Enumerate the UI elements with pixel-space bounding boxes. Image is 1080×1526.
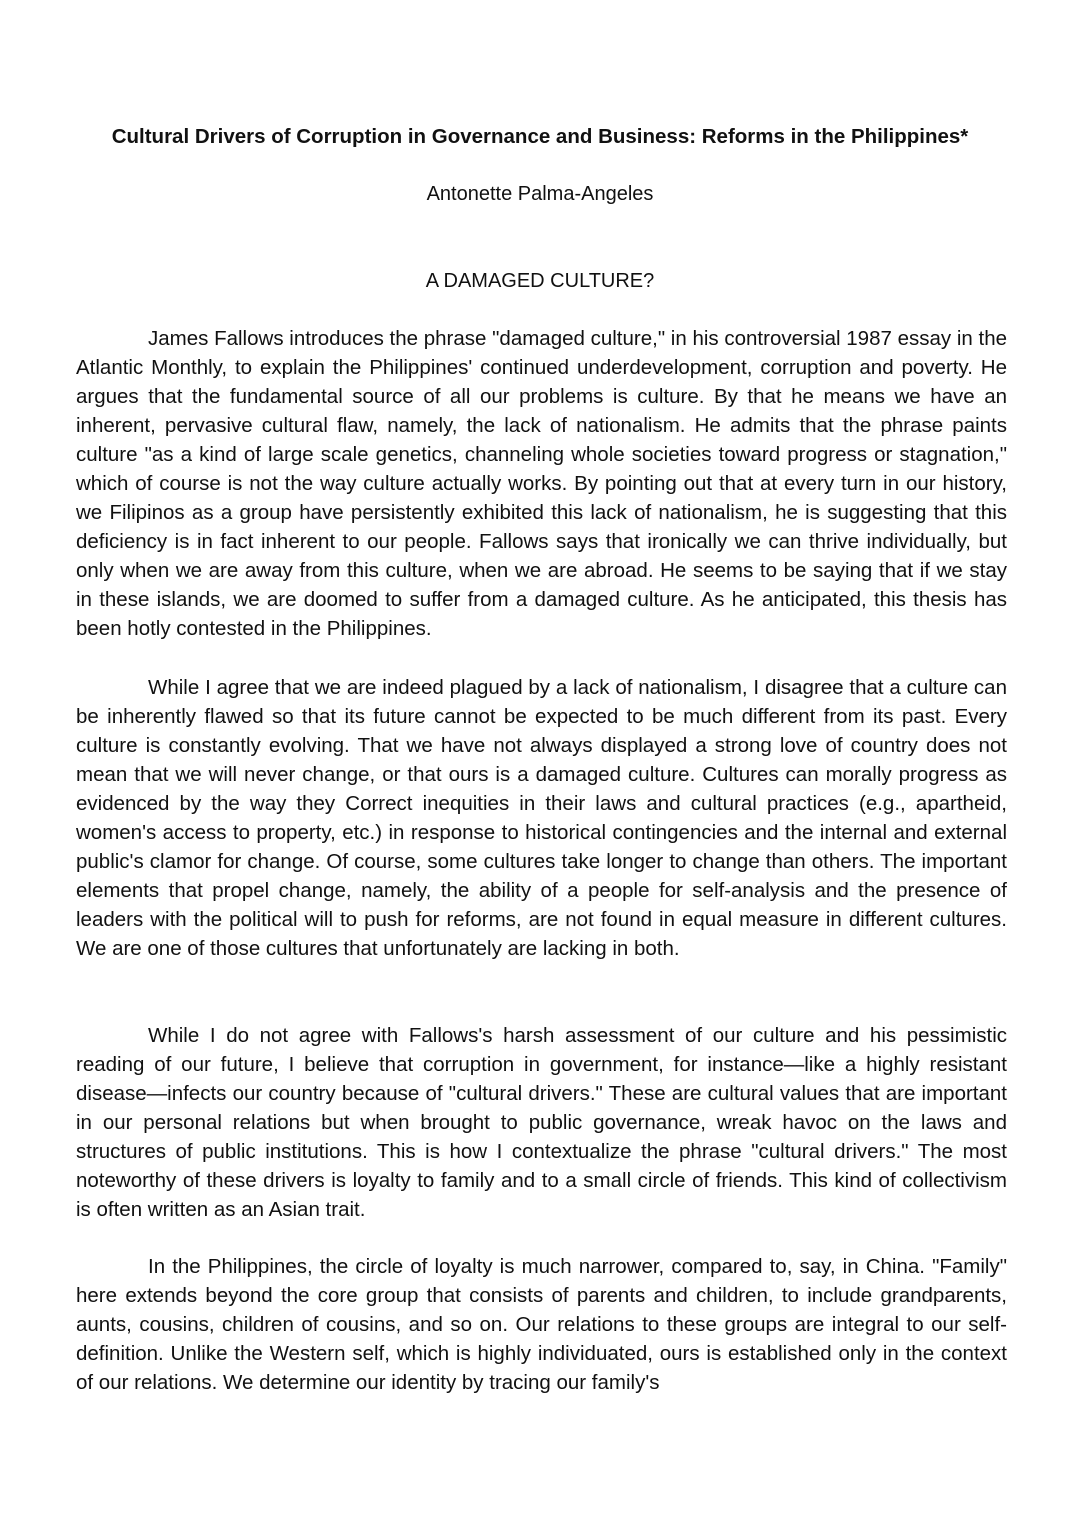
paragraph-4: In the Philippines, the circle of loyalty is much narrower, compared to, say, in China. "Family" here extends beyond the core group that consists of parents and children, to include grandparents, aunts, cousins, children of cousins, and so on. Our relations to these groups are integral to our self-definition. Unlike the Western self, which is highly individuated, ours is established only in the context of our relations. We determine our identity by tracing our family's	[76, 1255, 1007, 1394]
author-name: Antonette Palma-Angeles	[426, 183, 654, 205]
section-heading: A DAMAGED CULTURE?	[425, 270, 655, 292]
paragraph-2: While I agree that we are indeed plagued by a lack of nationalism, I disagree that a culture can be inherently flawed so that its future cannot be expected to be much different from its past. Every culture is constantly evolving. That we have not always displayed a strong love of country does not mean that we will never change, or that ours is a damaged culture. Cultures can morally progress as evidenced by the way they Correct inequities in their laws and cultural practices (e.g., apartheid, women's access to property, etc.) in response to historical contingencies and the internal and external public's clamor for change. Of course, some cultures take longer to change than others. The important elements that propel change, namely, the ability of a people for self-analysis and the presence of leaders with the political will to push for reforms, are not found in equal measure in different cultures. We are one of those cultures that unfortunately are lacking in both.	[76, 676, 1007, 960]
document-title: Cultural Drivers of Corruption in Governance and Business: Reforms in the Philippines*	[111, 125, 969, 148]
paragraph-3: While I do not agree with Fallows's harsh assessment of our culture and his pessimistic reading of our future, I believe that corruption in government, for instance—like a highly resistant disease—infects our country because of "cultural drivers." These are cultural values that are important in our personal relations but when brought to public governance, wreak havoc on the laws and structures of public institutions. This is how I contextualize the phrase "cultural drivers." The most noteworthy of these drivers is loyalty to family and to a small circle of friends. This kind of collectivism is often written as an Asian trait.	[76, 1024, 1007, 1221]
paragraph-1: James Fallows introduces the phrase "damaged culture," in his controversial 1987 essay in the Atlantic Monthly, to explain the Philippines' continued underdevelopment, corruption and poverty. He argues that the fundamental source of all our problems is culture. By that he means we have an inherent, pervasive cultural flaw, namely, the lack of nationalism. He admits that the phrase paints culture "as a kind of large scale genetics, channeling whole societies toward progress or stagnation," which of course is not the way culture actually works. By pointing out that at every turn in our history, we Filipinos as a group have persistently exhibited this lack of nationalism, he is suggesting that this deficiency is in fact inherent to our people. Fallows says that ironically we can thrive individually, but only when we are away from this culture, when we are abroad. He seems to be saying that if we stay in these islands, we are doomed to suffer from a damaged culture. As he anticipated, this thesis has been hotly contested in the Philippines.	[76, 327, 1007, 640]
